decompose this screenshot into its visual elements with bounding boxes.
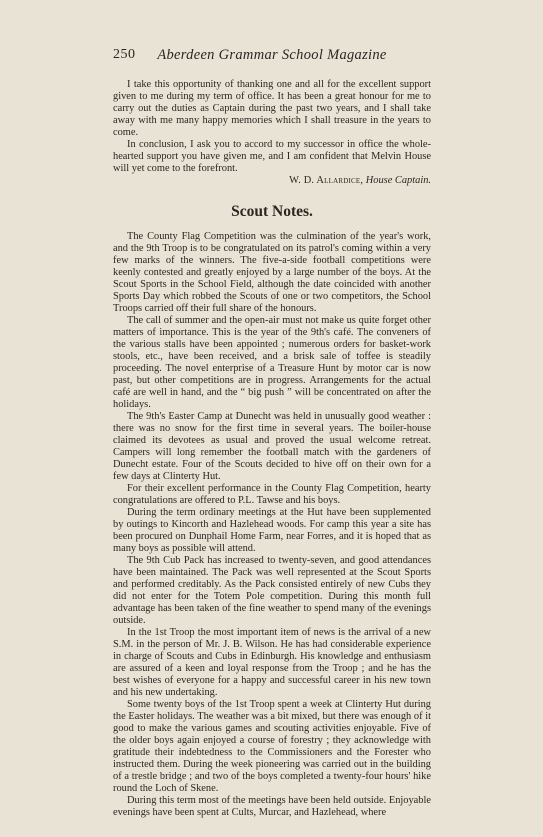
page-header (113, 47, 431, 67)
intro-paragraph: I take this opportunity of thanking one and all for the excellent support given to me during my term of office. It has been a great honour for me to carry out the duties as Captain during the past two years, and I shall take away with me many happy memories which I shall treasure in the years to come. (113, 79, 431, 138)
section-paragraph: The County Flag Competition was the culmination of the year's work, and the 9th Troop is to be congratulated on its patrol's coming within a very few marks of the winners. The five-a-side football competitions were keenly contested and greatly enjoyed by a large number of the boys. At the Scout Sports in the School Field, although the date coincided with another Sports Day which robbed the Scouts of one or two competitors, the School Troops carried off their full share of the honours. (113, 231, 431, 314)
section-heading: Scout Notes. (231, 203, 313, 220)
signature-name: W. D. Allardice, (289, 175, 364, 186)
intro-paragraph: In conclusion, I ask you to accord to my successor in office the whole-hearted support you have given me, and I am confident that Melvin House will yet come to the forefront. (113, 139, 431, 174)
section-paragraph: The 9th's Easter Camp at Dunecht was held in unusually good weather : there was no snow for the first time in several years. The boiler-house claimed its devotees as usual and proved the usual welcome retreat. Campers will long remember the football match with the gardeners of Dunecht estate. Four of the Scouts decided to hive off on their own for a few days at Clinterty Hut. (113, 411, 431, 482)
section-paragraph: For their excellent performance in the County Flag Competition, hearty congratulations are offered to P.L. Tawse and his boys. (113, 483, 431, 506)
section-paragraph: Some twenty boys of the 1st Troop spent a week at Clinterty Hut during the Easter holidays. The weather was a bit mixed, but there was enough of it good to make the various games and scouting activities enjoyable. Five of the older boys again enjoyed a course of forestry ; they acknowledge with gratitude their indebtedness to the Commissioners and the Forester who instructed them. During the week pioneering was carried out in the building of a trestle bridge ; and two of the boys completed a twenty-four hours' hike round the Loch of Skene. (113, 699, 431, 794)
section-paragraph: During this term most of the meetings have been held outside. Enjoyable evenings have been spent at Cults, Murcar, and Hazlehead, where (113, 795, 431, 818)
page-body (113, 79, 431, 819)
section-paragraph: In the 1st Troop the most important item of news is the arrival of a new S.M. in the person of Mr. J. B. Wilson. He has had considerable experience in charge of Scouts and Cubs in Edinburgh. His knowledge and enthusiasm are assured of a keen and loyal response from the Troop ; and he has the best wishes of everyone for a happy and successful career in his new town and his new undertaking. (113, 627, 431, 698)
section-paragraph: The 9th Cub Pack has increased to twenty-seven, and good attendances have been maintained. The Pack was well represented at the Scout Sports and performed creditably. As the Pack consisted entirely of new Cubs they did not enter for the Totem Pole competition. During this month full advantage has been taken of the fine weather to spend many of the evenings outside. (113, 555, 431, 626)
page-number: 250 (113, 47, 136, 62)
running-title: Aberdeen Grammar School Magazine (157, 47, 387, 63)
section-paragraph: During the term ordinary meetings at the Hut have been supplemented by outings to Kincorth and Hazlehead woods. For camp this year a site has been procured on Dunphail Home Farm, near Forres, and it is hoped that as many boys as possible will attend. (113, 507, 431, 554)
section-paragraph: The call of summer and the open-air must not make us quite forget other matters of importance. This is the year of the 9th's café. The conveners of the various stalls have been appointed ; numerous orders for basket-work stools, etc., have been received, and a brisk sale of toffee is steadily proceeding. The novel enterprise of a Treasure Hunt by motor car is now past, but other competitions are in progress. Arrangements for the actual café are well in hand, and the “ big push ” will be concentrated on after the holidays. (113, 315, 431, 410)
signature-role: House Captain. (365, 175, 431, 186)
signature (113, 175, 431, 187)
